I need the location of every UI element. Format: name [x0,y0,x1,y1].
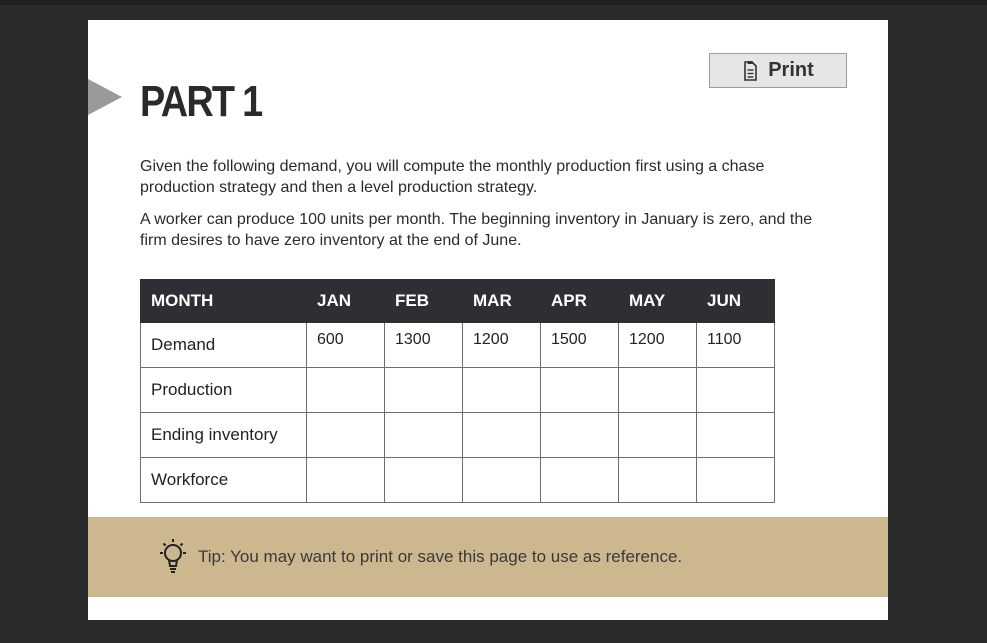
top-bar [0,0,987,5]
header-feb: FEB [385,280,463,323]
header-month: MONTH [141,280,307,323]
header-apr: APR [541,280,619,323]
table-row-production [141,368,775,413]
demand-may: 1200 [619,323,697,368]
inventory-jun [697,413,775,458]
print-button-label: Print [768,59,814,81]
production-mar [463,368,541,413]
production-feb [385,368,463,413]
tip-banner [88,517,888,597]
intro-paragraph-1: Given the following demand, you will compute the monthly production first using a chase production strategy and then a level production strategy. [140,158,765,196]
header-mar: MAR [463,280,541,323]
header-jun: JUN [697,280,775,323]
print-icon [742,61,758,81]
row-label-production: Production [141,368,307,413]
workforce-feb [385,458,463,503]
tip-text: Tip: You may want to print or save this page to use as reference. [198,547,683,566]
inventory-apr [541,413,619,458]
production-jun [697,368,775,413]
header-may: MAY [619,280,697,323]
intro-paragraph-2: A worker can produce 100 units per month. The beginning inventory in January is zero, and the firm desires to have zero inventory at the end of June. [140,211,813,249]
production-apr [541,368,619,413]
production-table [140,279,775,503]
inventory-mar [463,413,541,458]
table-row-workforce [141,458,775,503]
workforce-mar [463,458,541,503]
table-header-row [141,280,775,323]
row-label-demand: Demand [141,323,307,368]
production-may [619,368,697,413]
inventory-jan [307,413,385,458]
demand-jun: 1100 [697,323,775,368]
workforce-may [619,458,697,503]
row-label-workforce: Workforce [141,458,307,503]
print-button[interactable] [709,53,847,88]
workforce-jan [307,458,385,503]
header-jan: JAN [307,280,385,323]
workforce-apr [541,458,619,503]
inventory-may [619,413,697,458]
lightbulb-icon [156,537,190,577]
demand-jan: 600 [307,323,385,368]
page-title: PART 1 [140,77,262,126]
demand-feb: 1300 [385,323,463,368]
workforce-jun [697,458,775,503]
demand-mar: 1200 [463,323,541,368]
section-marker-arrow [88,79,122,115]
table-row-demand [141,323,775,368]
row-label-ending-inventory: Ending inventory [141,413,307,458]
document-page [88,20,888,620]
production-jan [307,368,385,413]
demand-apr: 1500 [541,323,619,368]
inventory-feb [385,413,463,458]
table-row-ending-inventory [141,413,775,458]
